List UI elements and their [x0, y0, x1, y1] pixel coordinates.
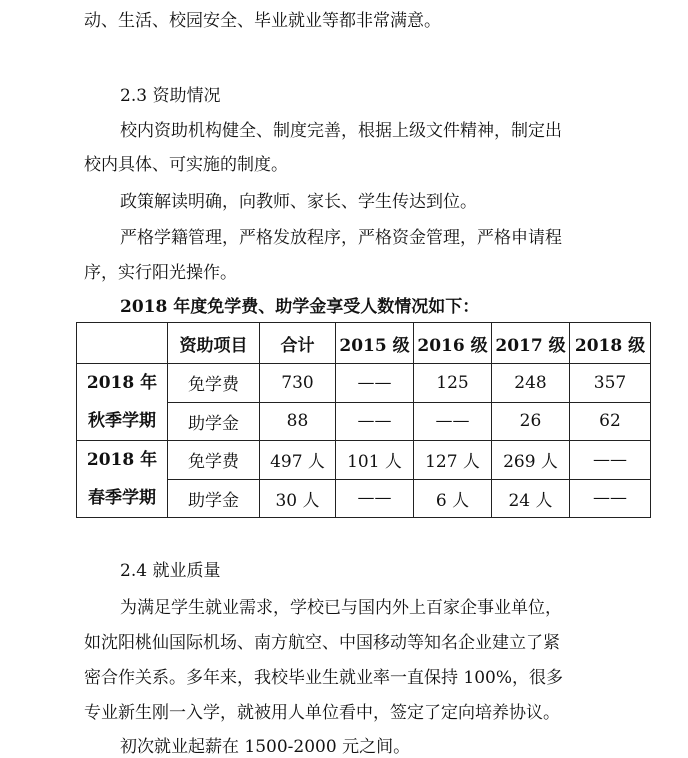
table-cell: 127 人 — [414, 441, 492, 480]
table-cell: 30 人 — [260, 479, 336, 518]
header-cell: 2016 级 — [414, 323, 492, 364]
section-heading-2-3: 2.3 资助情况 — [120, 86, 221, 106]
table-cell: 62 — [570, 402, 651, 441]
paragraph-line: 严格学籍管理，严格发放程序，严格资金管理，严格申请程 — [120, 228, 562, 248]
header-cell: 2015 级 — [336, 323, 414, 364]
table-cell: 357 — [570, 364, 651, 403]
table-cell: 88 — [260, 402, 336, 441]
paragraph-line: 专业新生刚一入学，就被用人单位看中，签定了定向培养协议。 — [84, 703, 560, 723]
paragraph-line: 初次就业起薪在 1500-2000 元之间。 — [120, 737, 411, 757]
table-cell: 248 — [492, 364, 570, 403]
table-row — [77, 364, 651, 403]
header-cell-empty — [77, 323, 168, 364]
table-cell: 125 — [414, 364, 492, 403]
header-cell: 资助项目 — [168, 323, 260, 364]
table-cell: 助学金 — [168, 479, 260, 518]
paragraph-line: 政策解读明确，向教师、家长、学生传达到位。 — [120, 192, 477, 212]
table-cell: 免学费 — [168, 364, 260, 403]
term-cell — [77, 364, 168, 441]
table-cell: —— — [414, 402, 492, 441]
paragraph-line: 密合作关系。多年来，我校毕业生就业率一直保持 100%，很多 — [84, 668, 564, 688]
aid-table — [76, 322, 651, 518]
table-caption: 2018 年度免学费、助学金享受人数情况如下： — [120, 297, 480, 317]
table-cell: 101 人 — [336, 441, 414, 480]
header-cell: 合计 — [260, 323, 336, 364]
table-cell: 730 — [260, 364, 336, 403]
paragraph-line: 为满足学生就业需求，学校已与国内外上百家企事业单位， — [120, 598, 562, 618]
header-cell: 2017 级 — [492, 323, 570, 364]
paragraph-line: 校内资助机构健全、制度完善，根据上级文件精神，制定出 — [120, 121, 562, 141]
paragraph-line: 如沈阳桃仙国际机场、南方航空、中国移动等知名企业建立了紧 — [84, 633, 560, 653]
term-season: 春季学期 — [88, 488, 156, 508]
paragraph-line: 动、生活、校园安全、毕业就业等都非常满意。 — [84, 11, 441, 31]
term-year: 2018 年 — [86, 373, 158, 393]
paragraph-line: 序，实行阳光操作。 — [84, 263, 237, 283]
table-cell: 免学费 — [168, 441, 260, 480]
table-cell: —— — [570, 441, 651, 480]
table-cell: —— — [336, 364, 414, 403]
term-season: 秋季学期 — [88, 411, 156, 431]
table-cell: 497 人 — [260, 441, 336, 480]
table-header-row — [77, 323, 651, 364]
table-cell: 6 人 — [414, 479, 492, 518]
table-cell: 助学金 — [168, 402, 260, 441]
table-cell: —— — [336, 479, 414, 518]
table-cell: —— — [570, 479, 651, 518]
table-row — [77, 441, 651, 480]
term-cell — [77, 441, 168, 518]
paragraph-line: 校内具体、可实施的制度。 — [84, 155, 288, 175]
table-cell: 24 人 — [492, 479, 570, 518]
table-cell: 26 — [492, 402, 570, 441]
section-heading-2-4: 2.4 就业质量 — [120, 561, 221, 581]
table-cell: 269 人 — [492, 441, 570, 480]
term-year: 2018 年 — [86, 450, 158, 470]
table-cell: —— — [336, 402, 414, 441]
header-cell: 2018 级 — [570, 323, 651, 364]
